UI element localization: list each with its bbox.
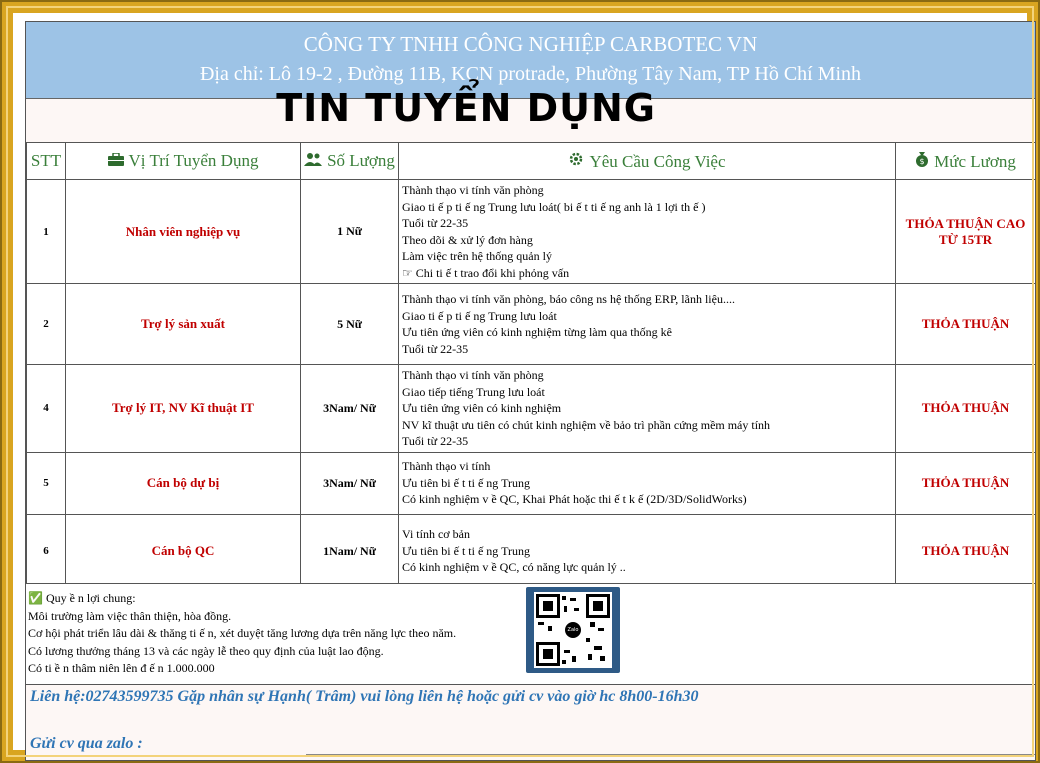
requirement-line: NV kĩ thuật ưu tiên có chút kinh nghiệm về bảo trì phần cứng mềm máy tính: [402, 417, 771, 432]
column-label: Vị Trí Tuyển Dụng: [128, 151, 259, 170]
table-row: [27, 180, 1036, 284]
qr-finder-mark: [536, 642, 560, 666]
zalo-logo: Zalo: [565, 622, 581, 638]
requirement-line: Tuổi từ 22-35: [402, 434, 469, 448]
recruitment-poster: [25, 21, 1036, 761]
briefcase-icon: [108, 151, 124, 171]
requirement-line: Thành thạo vi tính văn phòng: [402, 368, 544, 382]
table-row: [27, 284, 1036, 365]
requirement-line: Thành thạo vi tính: [402, 459, 491, 474]
row-quantity: 1 Nữ: [301, 180, 399, 284]
requirement-line: Ưu tiên bi ế t ti ế ng Trung: [402, 475, 530, 490]
zalo-qr-code[interactable]: [526, 587, 620, 673]
requirement-line: Tuổi từ 22-35: [402, 341, 469, 356]
requirement-line: Vi tính cơ bản: [402, 527, 470, 542]
qr-code-image: [534, 592, 612, 668]
column-label: STT: [30, 151, 62, 170]
column-header-position: [66, 143, 301, 180]
requirement-line: Giao tiếp tiếng Trung lưu loát: [402, 384, 545, 399]
money-bag-icon: [915, 151, 929, 172]
benefit-item: Có lương thưởng tháng 13 và các ngày lễ theo quy định của luật lao động.: [28, 643, 384, 658]
contact-info: Liên hệ:02743599735 Gặp nhân sự Hạnh( Trâm) vui lòng liên hệ hoặc gửi cv vào giờ hc 8h00-16h30: [30, 688, 699, 705]
row-stt: 1: [27, 180, 66, 284]
column-label: Yêu Cầu Công Việc: [589, 151, 726, 171]
requirement-line: Có kinh nghiệm v ề QC, có năng lực quản lý ..: [402, 560, 626, 575]
requirement-line: Theo dõi & xử lý đơn hàng: [402, 232, 533, 247]
row-requirements: [399, 514, 896, 588]
column-label: Mức Lương: [934, 151, 1016, 171]
row-quantity: 3Nam/ Nữ: [301, 365, 399, 453]
column-header-requirements: [399, 143, 896, 180]
benefit-item: Cơ hội phát triển lâu dài & thăng ti ế n, xét duyệt tăng lương dựa trên năng lực theo năm.: [28, 626, 457, 640]
column-header-quantity: [301, 143, 399, 180]
company-address: Địa chỉ: Lô 19-2 , Đường 11B, KCN protrade, Phường Tây Nam, TP Hồ Chí Minh: [199, 63, 862, 85]
benefit-item: Có ti ề n thâm niên lên đ ế n 1.000.000: [28, 661, 215, 675]
requirement-line: Ưu tiên bi ế t ti ế ng Trung: [402, 543, 530, 558]
benefits-list: [28, 590, 456, 678]
row-position: Trợ lý sản xuất: [66, 284, 301, 365]
users-icon: [304, 151, 322, 171]
requirement-line: Giao ti ế p ti ế ng Trung lưu loát( bi ế t ti ế ng anh là 1 lợi th ế ): [402, 199, 706, 214]
column-header-salary: [896, 143, 1036, 180]
zalo-label: Gửi cv qua zalo :: [30, 735, 143, 752]
row-requirements: [399, 284, 896, 365]
benefits-heading: ✅ Quy ề n lợi chung:: [28, 591, 136, 605]
requirement-line: Thành thạo vi tính văn phòng: [402, 183, 544, 197]
table-row: [27, 452, 1036, 514]
requirement-line: Có kinh nghiệm v ề QC, Khai Phát hoặc thi ế t k ế (2D/3D/SolidWorks): [402, 492, 747, 507]
row-stt: 4: [27, 365, 66, 453]
divider: [306, 754, 1035, 755]
requirement-line: Làm việc trên hệ thống quản lý: [402, 249, 552, 263]
requirement-line: Ưu tiên ứng viên có kinh nghiệm: [402, 401, 562, 415]
row-salary: THỎA THUẬN CAO TỪ 15TR: [896, 180, 1036, 284]
requirement-line: Giao ti ế p ti ế ng Trung lưu loát: [402, 308, 557, 323]
row-stt: 6: [27, 514, 66, 588]
row-salary: THỎA THUẬN: [896, 514, 1036, 588]
table-row: [27, 514, 1036, 588]
row-quantity: 3Nam/ Nữ: [301, 452, 399, 514]
requirement-line: ☞ Chi ti ế t trao đổi khi phỏng vấn: [402, 265, 570, 280]
row-requirements: [399, 365, 896, 453]
row-stt: 5: [27, 452, 66, 514]
requirement-line: Thành thạo vi tính văn phòng, báo công ns hệ thống ERP, lãnh liệu....: [402, 292, 735, 306]
svg-text:$: $: [919, 156, 925, 166]
company-name: CÔNG TY TNHH CÔNG NGHIỆP CARBOTEC VN: [303, 32, 758, 56]
benefit-item: Môi trường làm việc thân thiện, hòa đồng.: [28, 608, 232, 623]
requirement-line: Tuổi từ 22-35: [402, 216, 469, 230]
row-position: Trợ lý IT, NV Kĩ thuật IT: [66, 365, 301, 453]
gear-icon: [568, 151, 584, 172]
page-title: TIN TUYỂN DỤNG: [276, 86, 656, 130]
table-row: [27, 365, 1036, 453]
benefits-section: [26, 583, 1035, 685]
qr-finder-mark: [586, 594, 610, 618]
column-header-stt: [27, 143, 66, 180]
row-position: Cán bộ dự bị: [66, 452, 301, 514]
table-header-row: [27, 143, 1036, 180]
row-stt: 2: [27, 284, 66, 365]
row-position: Nhân viên nghiệp vụ: [66, 180, 301, 284]
jobs-table: [26, 142, 1036, 589]
row-requirements: [399, 452, 896, 514]
column-label: Số Lượng: [327, 151, 395, 170]
requirement-line: Ưu tiên ứng viên có kinh nghiệm từng làm qua thống kê: [402, 325, 672, 339]
row-quantity: 1Nam/ Nữ: [301, 514, 399, 588]
row-requirements: [399, 180, 896, 284]
row-salary: THỎA THUẬN: [896, 452, 1036, 514]
row-salary: THỎA THUẬN: [896, 365, 1036, 453]
qr-finder-mark: [536, 594, 560, 618]
row-quantity: 5 Nữ: [301, 284, 399, 365]
row-position: Cán bộ QC: [66, 514, 301, 588]
row-salary: THỎA THUẬN: [896, 284, 1036, 365]
